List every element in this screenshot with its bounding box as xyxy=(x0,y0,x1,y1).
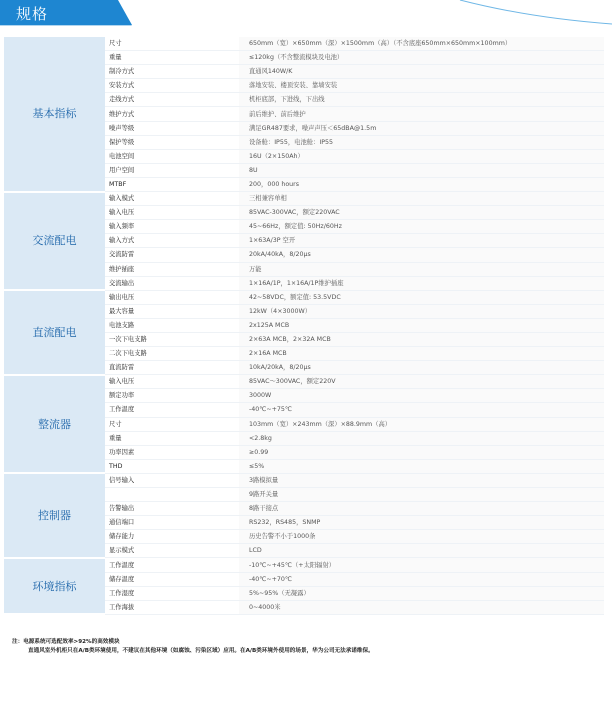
spec-value: ≤5% xyxy=(239,459,604,473)
spec-name: 工作海拔 xyxy=(105,600,239,614)
table-row xyxy=(4,558,604,572)
spec-value: 直通风140W/K xyxy=(239,65,604,79)
spec-name: 输入电压 xyxy=(105,375,239,389)
spec-value: 103mm（宽）×243mm（深）×88.9mm（高） xyxy=(239,417,604,431)
spec-name: MTBF xyxy=(105,177,239,191)
spec-value: 2×16A MCB xyxy=(239,347,604,361)
spec-value: ≤120kg（不含整流模块及电池） xyxy=(239,51,604,65)
spec-name: 通信端口 xyxy=(105,516,239,530)
spec-name: 显示模式 xyxy=(105,544,239,558)
spec-value: 8U xyxy=(239,163,604,177)
header-banner xyxy=(0,0,612,26)
spec-name xyxy=(105,488,239,502)
spec-value: 历史告警不小于1000条 xyxy=(239,530,604,544)
spec-value: 机柜底部，下进线，下出线 xyxy=(239,93,604,107)
spec-value: 5%~95%（无凝露） xyxy=(239,586,604,600)
spec-value: LCD xyxy=(239,544,604,558)
spec-value: 3路模拟量 xyxy=(239,473,604,487)
spec-value: RS232，RS485，SNMP xyxy=(239,516,604,530)
spec-value: 10kA/20kA，8/20μs xyxy=(239,361,604,375)
spec-value: -10℃~+45℃（+太阳辐射） xyxy=(239,558,604,572)
spec-value: -40℃~+75℃ xyxy=(239,403,604,417)
spec-name: 最大容量 xyxy=(105,304,239,318)
spec-value: 16U（2×150Ah） xyxy=(239,149,604,163)
spec-value: 1×63A/3P 空开 xyxy=(239,234,604,248)
spec-value: 12kW（4×3000W） xyxy=(239,304,604,318)
spec-name: 制冷方式 xyxy=(105,65,239,79)
spec-value: 9路开关量 xyxy=(239,488,604,502)
spec-name: 交流防雷 xyxy=(105,248,239,262)
spec-value: 三相兼容单相 xyxy=(239,192,604,206)
footnote-line-2: 直通风室外机柜只在A/B类环境使用，不建议在其他环境（如腐蚀、污染区域）应用。在A/B类环境外使用的场景，华为公司无法承诺维保。 xyxy=(28,648,374,654)
spec-value: 2x125A MCB xyxy=(239,318,604,332)
spec-name: 用户空间 xyxy=(105,163,239,177)
spec-name: 输入电压 xyxy=(105,206,239,220)
spec-value: -40℃~+70℃ xyxy=(239,572,604,586)
spec-name: 输入频率 xyxy=(105,220,239,234)
footnote xyxy=(12,638,374,656)
spec-value: 45~66Hz，额定值: 50Hz/60Hz xyxy=(239,220,604,234)
spec-name: 走线方式 xyxy=(105,93,239,107)
spec-name: 噪声等级 xyxy=(105,121,239,135)
table-row xyxy=(4,375,604,389)
spec-name: 额定功率 xyxy=(105,389,239,403)
spec-name: 保护等级 xyxy=(105,135,239,149)
spec-name: 功率因素 xyxy=(105,445,239,459)
footnote-line-1: 注：电源系统可选配效率>92%的高效模块 xyxy=(12,639,120,645)
spec-name: 维护方式 xyxy=(105,107,239,121)
spec-name: 一次下电支路 xyxy=(105,332,239,346)
spec-value: 落地安装、楼顶安装、靠墙安装 xyxy=(239,79,604,93)
page-title: 规格 xyxy=(16,5,49,23)
spec-name: 重量 xyxy=(105,51,239,65)
spec-name: 告警输出 xyxy=(105,502,239,516)
spec-value: 8路干接点 xyxy=(239,502,604,516)
spec-value: <2.8kg xyxy=(239,431,604,445)
spec-name: 输入方式 xyxy=(105,234,239,248)
spec-name: 工作温度 xyxy=(105,403,239,417)
spec-value: 前后维护、前后维护 xyxy=(239,107,604,121)
table-row xyxy=(4,473,604,487)
spec-name: 储存温度 xyxy=(105,572,239,586)
spec-name: 输入模式 xyxy=(105,192,239,206)
spec-name: 工作湿度 xyxy=(105,586,239,600)
spec-value: 20kA/40kA，8/20μs xyxy=(239,248,604,262)
table-row xyxy=(4,37,604,51)
spec-name: 电池空间 xyxy=(105,149,239,163)
spec-value: ≥0.99 xyxy=(239,445,604,459)
category-label: 交流配电 xyxy=(4,192,105,291)
category-label: 整流器 xyxy=(4,375,105,474)
spec-value: 650mm（宽）×650mm（深）×1500mm（高）（不含底座650mm×650mm×100mm） xyxy=(239,37,604,51)
spec-table xyxy=(4,37,604,615)
spec-name: 安装方式 xyxy=(105,79,239,93)
spec-value: 0~4000米 xyxy=(239,600,604,614)
section-header xyxy=(0,0,612,26)
table-row xyxy=(4,192,604,206)
spec-name: 工作温度 xyxy=(105,558,239,572)
category-label: 控制器 xyxy=(4,473,105,558)
spec-name: 维护插座 xyxy=(105,262,239,276)
spec-name: THD xyxy=(105,459,239,473)
spec-name: 尺寸 xyxy=(105,37,239,51)
category-label: 直流配电 xyxy=(4,290,105,375)
spec-value: 200，000 hours xyxy=(239,177,604,191)
spec-value: 42~58VDC，额定值: 53.5VDC xyxy=(239,290,604,304)
spec-value: 1×16A/1P，1×16A/1P维护插座 xyxy=(239,276,604,290)
spec-name: 直流防雷 xyxy=(105,361,239,375)
spec-value: 满足GR487要求，噪声声压＜65dBA@1.5m xyxy=(239,121,604,135)
spec-value: 万能 xyxy=(239,262,604,276)
spec-name: 重量 xyxy=(105,431,239,445)
spec-name: 交流输出 xyxy=(105,276,239,290)
category-label: 基本指标 xyxy=(4,37,105,192)
spec-value: 85VAC-300VAC，额定220VAC xyxy=(239,206,604,220)
spec-value: 85VAC～300VAC，额定220V xyxy=(239,375,604,389)
spec-value: 设备舱：IP55，电池舱：IP55 xyxy=(239,135,604,149)
spec-name: 信号输入 xyxy=(105,473,239,487)
spec-name: 储存能力 xyxy=(105,530,239,544)
spec-name: 二次下电支路 xyxy=(105,347,239,361)
spec-name: 尺寸 xyxy=(105,417,239,431)
spec-value: 2×63A MCB，2×32A MCB xyxy=(239,332,604,346)
spec-name: 电池支路 xyxy=(105,318,239,332)
spec-value: 3000W xyxy=(239,389,604,403)
category-label: 环境指标 xyxy=(4,558,105,614)
table-row xyxy=(4,290,604,304)
spec-name: 输出电压 xyxy=(105,290,239,304)
